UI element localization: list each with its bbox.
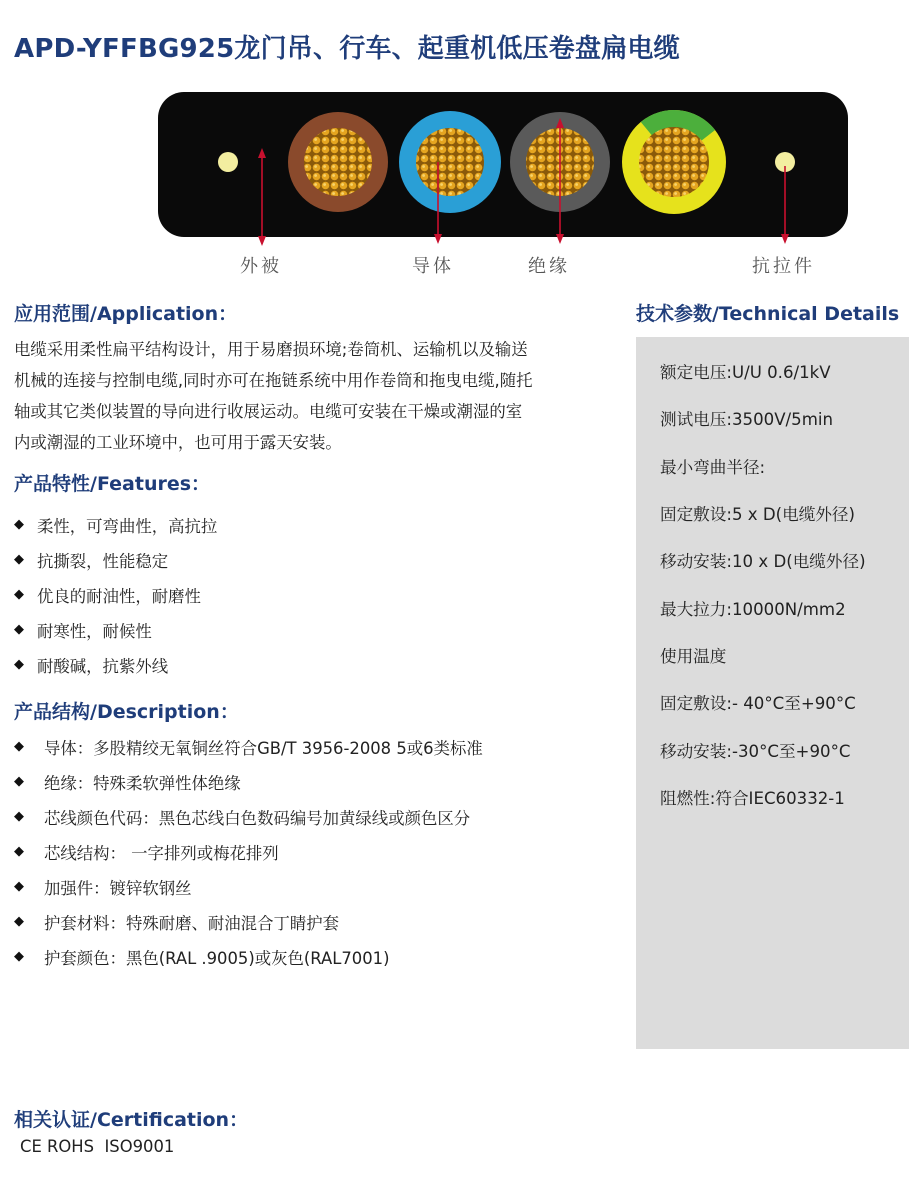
callout-label-insulation: 绝缘	[528, 256, 570, 277]
application-paragraph	[14, 334, 614, 458]
page-title: APD-YFFBG925龙门吊、行车、起重机低压卷盘扁电缆	[14, 34, 680, 64]
diamond-bullet-icon: ◆	[14, 774, 24, 789]
application-line: 电缆采用柔性扁平结构设计，用于易磨损环境;卷筒机、运输机以及输送	[14, 340, 528, 359]
diamond-bullet-icon: ◆	[14, 879, 24, 894]
description-heading: 产品结构/Description：	[14, 701, 239, 723]
diamond-bullet-icon: ◆	[14, 914, 24, 929]
core-blue-conductor	[416, 128, 484, 196]
description-item: ◆ 芯线颜色代码：黑色芯线白色数码编号加黄绿线或颜色区分	[14, 808, 471, 828]
core-yellow-green-conductor	[639, 127, 709, 197]
features-heading: 产品特性/Features：	[14, 473, 211, 495]
application-line: 轴或其它类似装置的导向进行收展运动。电缆可安装在干燥或潮湿的室	[14, 402, 523, 421]
callout-label-sheath: 外被	[240, 256, 282, 277]
description-item: ◆ 导体：多股精绞无氧铜丝符合GB/T 3956-2008 5或6类标准	[14, 738, 483, 758]
callout-label-strength-member: 抗拉件	[752, 256, 815, 277]
application-line: 机械的连接与控制电缆,同时亦可在拖链系统中用作卷筒和拖曳电缆,随托	[14, 371, 533, 390]
feature-item: ◆ 抗撕裂，性能稳定	[14, 551, 169, 571]
tech-row-test-voltage: 测试电压:3500V/5min	[660, 410, 833, 429]
arrow-conductor-head	[434, 234, 442, 244]
callout-label-conductor: 导体	[412, 256, 454, 277]
tech-row-min-bend-radius: 最小弯曲半径:	[660, 458, 766, 477]
tech-row-rated-voltage: 额定电压:U/U 0.6/1kV	[660, 363, 831, 382]
tech-row-fixed-bend: 固定敷设:5 x D(电缆外径)	[660, 505, 855, 524]
tech-row-max-tension: 最大拉力:10000N/mm2	[660, 600, 846, 619]
description-item: ◆ 绝缘：特殊柔软弹性体绝缘	[14, 773, 241, 793]
description-item: ◆ 芯线结构： 一字排列或梅花排列	[14, 843, 279, 863]
application-line: 内或潮湿的工业环境中，也可用于露天安装。	[14, 433, 342, 452]
diamond-bullet-icon: ◆	[14, 949, 24, 964]
feature-item: ◆ 柔性，可弯曲性，高抗拉	[14, 516, 218, 536]
description-item: ◆ 加强件：镀锌软钢丝	[14, 878, 192, 898]
technical-details-heading: 技术参数/Technical Details	[636, 303, 900, 325]
tech-row-moving-temperature: 移动安装:-30°C至+90°C	[660, 742, 851, 761]
arrow-sheath-head-down	[258, 236, 266, 246]
diamond-bullet-icon: ◆	[14, 517, 24, 532]
tech-row-flame-retardant: 阻燃性:符合IEC60332-1	[660, 789, 845, 808]
certification-list: CE ROHS ISO9001	[20, 1137, 175, 1156]
feature-item: ◆ 耐酸碱，抗紫外线	[14, 656, 169, 676]
tech-row-fixed-temperature: 固定敷设:- 40°C至+90°C	[660, 694, 856, 713]
diamond-bullet-icon: ◆	[14, 657, 24, 672]
description-item: ◆ 护套颜色：黑色(RAL .9005)或灰色(RAL7001)	[14, 948, 390, 968]
description-item: ◆ 护套材料：特殊耐磨、耐油混合丁睛护套	[14, 913, 340, 933]
application-heading: 应用范围/Application：	[14, 303, 238, 325]
diamond-bullet-icon: ◆	[14, 622, 24, 637]
strength-member-left	[218, 152, 238, 172]
feature-item: ◆ 耐寒性，耐候性	[14, 621, 152, 641]
diamond-bullet-icon: ◆	[14, 844, 24, 859]
description-list	[14, 729, 483, 974]
diamond-bullet-icon: ◆	[14, 552, 24, 567]
tech-row-temperature-label: 使用温度	[660, 647, 727, 666]
feature-item: ◆ 优良的耐油性，耐磨性	[14, 586, 201, 606]
technical-details-panel	[636, 337, 909, 1049]
arrow-strength-head	[781, 234, 789, 244]
diamond-bullet-icon: ◆	[14, 587, 24, 602]
diamond-bullet-icon: ◆	[14, 809, 24, 824]
features-list	[14, 507, 217, 682]
diamond-bullet-icon: ◆	[14, 739, 24, 754]
tech-row-moving-bend: 移动安装:10 x D(电缆外径)	[660, 552, 866, 571]
core-brown-conductor	[304, 128, 372, 196]
arrow-insulation-head-down	[556, 234, 564, 244]
certification-heading: 相关认证/Certification：	[14, 1109, 249, 1131]
